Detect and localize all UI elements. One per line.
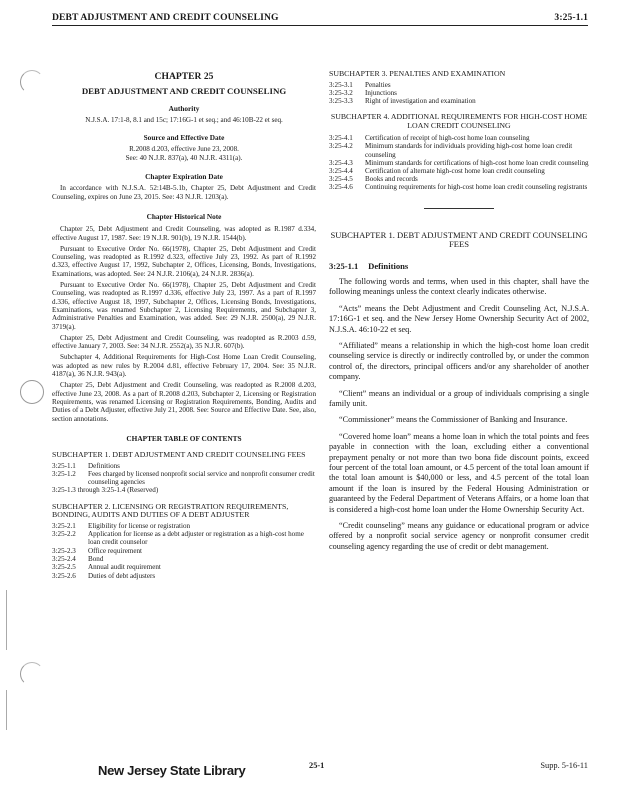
definition-paragraph: The following words and terms, when used in this chapter, shall have the following meanings unless the context clearly indicates otherwise.	[329, 276, 589, 297]
toc-entry-number: 3:25-3.2	[329, 88, 353, 97]
expiration-text: In accordance with N.J.S.A. 52:14B-5.1b, Chapter 25, Debt Adjustment and Credit Counseling, expires on June 23, 2015. See: 43 N.J.R. 1203(a).	[52, 184, 316, 201]
section-title: Definitions	[368, 260, 409, 271]
source-line-1: R.2008 d.203, effective June 23, 2008.	[129, 145, 239, 154]
library-stamp: New Jersey State Library	[98, 763, 246, 778]
authority-text: N.J.S.A. 17:1-8, 8.1 and 15c; 17:16G-1 et seq.; and 46:10B-22 et seq.	[85, 115, 283, 124]
definition-paragraph: “Affiliated” means a relationship in which the high-cost home loan credit counseling service is directly or indirectly controlled by, or under the common control of, the directors, principal officers and/or any shareholder of another company.	[329, 340, 589, 382]
toc-subchapter-3-list	[329, 81, 589, 106]
definition-paragraph: “Acts” means the Debt Adjustment and Credit Counseling Act, N.J.S.A. 17:16G-1 et seq. and the New Jersey Home Ownership Security Act of 2002, N.J.S.A. 46:10-22 et seq.	[329, 303, 589, 334]
header-title: DEBT ADJUSTMENT AND CREDIT COUNSELING	[52, 12, 279, 23]
toc-entry-title: Duties of debt adjusters	[88, 571, 156, 580]
toc-entry[interactable]	[329, 183, 589, 191]
header-section-number: 3:25-1.1	[554, 12, 588, 23]
toc-subchapter-3-heading: SUBCHAPTER 3. PENALTIES AND EXAMINATION	[329, 69, 506, 78]
binder-hole-mark	[20, 380, 44, 404]
scan-edge-mark	[6, 590, 7, 650]
toc-entry[interactable]	[52, 486, 316, 494]
toc-entry-title: Annual audit requirement	[88, 563, 161, 572]
toc-entry[interactable]	[52, 530, 316, 547]
toc-entry-number: 3:25-2.4	[52, 554, 76, 563]
source-label: Source and Effective Date	[143, 133, 225, 143]
history-paragraph: Subchapter 4, Additional Requirements for High-Cost Home Loan Credit Counseling, was adopted as new rules by R.2004 d.81, effective February 17, 2004. See: 35 N.J.R. 4187(a), 36 N.J.R. 943(a).	[52, 353, 316, 379]
toc-entry-number: 3:25-1.2	[52, 469, 76, 478]
source-line-2: See: 40 N.J.R. 837(a), 40 N.J.R. 4311(a).	[125, 153, 243, 162]
toc-entry-title: Office requirement	[88, 546, 143, 555]
history-paragraph: Chapter 25, Debt Adjustment and Credit Counseling, was readopted as R.2003 d.59, effective January 7, 2003. See: 34 N.J.R. 2552(a), 35 N.J.R. 607(b).	[52, 333, 316, 351]
definition-paragraph: “Covered home loan” means a home loan in which the total points and fees payable in connection with the loan, excluding either a conventional prepayment penalty or not more than two bona fide discount points, exceed four percent of the total loan amount, or 4.5 percent of the total loan amount if the total loan amount is $40,000 or less, and 4.5 percent of the total loan amount if the loan is insured by the Federal Housing Administration or guaranteed by the Federal Department of Veterans Affairs, or a home loan that is considered a high-cost home loan under the Home Ownership Security Act.	[329, 431, 589, 514]
toc-entry-title: Eligibility for license or registration	[88, 521, 191, 530]
history-paragraph: Pursuant to Executive Order No. 66(1978), Chapter 25, Debt Adjustment and Credit Counseling, was readopted as R.1992 d.323, effective July 23, 1992. As part of R.1992 d.323, effective August 17, 1992, Subchapter 2, Offices, Licensing, Bonds, Investigations, Examinations, was adopted. See: 24 N.J.R. 2106(a), 24 N.J.R. 2836(a).	[52, 244, 316, 278]
definition-paragraph: “Credit counseling” means any guidance or educational program or advice offered by a nonprofit social service agency or nonprofit consumer credit counseling agency regarding the use of credit or debt management.	[329, 521, 589, 551]
toc-entry[interactable]	[52, 547, 316, 555]
toc-entry[interactable]	[52, 572, 316, 580]
toc-entry[interactable]	[52, 563, 316, 571]
toc-entry-number: 3:25-2.1	[52, 521, 76, 530]
toc-entry-title: Certification of receipt of high-cost home loan counseling	[365, 134, 530, 143]
section-number: 3:25-1.1	[329, 260, 359, 271]
binder-hole-mark	[20, 70, 44, 94]
toc-entry-title: Penalties	[365, 80, 391, 89]
history-paragraph: Chapter 25, Debt Adjustment and Credit Counseling, was adopted as R.1987 d.334, effective August 17, 1987. See: 19 N.J.R. 901(b), 19 N.J.R. 1544(b).	[52, 225, 316, 242]
running-header	[52, 8, 588, 26]
page-footer	[0, 758, 618, 798]
toc-entry-number: 3:25-2.5	[52, 563, 76, 572]
section-heading	[329, 262, 589, 271]
chapter-number: CHAPTER 25	[154, 71, 214, 82]
toc-entry-title: Application for license as a debt adjuster or registration as a high-cost home loan credit counselor	[88, 530, 304, 547]
history-paragraph: Pursuant to Executive Order No. 66(1978), Chapter 25, Debt Adjustment and Credit Counseling, was readopted as R.1997 d.336, effective July 23, 1997. As a part of R.1997 d.336, effective August 18, 1997, Subchapter 2, Offices, Licensing Bonds, Investigations, Examinations, was renamed Subchapter 2, Licensing Requirements, and Subchapter 3, Administrative Penalties and Examination, was added. See: 29 N.J.R. 2500(a), 29 N.J.R. 3719(a).	[52, 281, 316, 331]
page-number: 25-1	[309, 761, 325, 770]
toc-entry-number: 3:25-2.2	[52, 530, 76, 539]
definition-paragraph: “Client” means an individual or a group of individuals comprising a single family unit.	[329, 388, 589, 408]
toc-entry-title: Books and records	[365, 175, 418, 184]
toc-label: CHAPTER TABLE OF CONTENTS	[126, 433, 242, 443]
toc-entry[interactable]	[52, 462, 316, 470]
left-column	[52, 30, 316, 580]
toc-entry[interactable]	[329, 89, 589, 97]
toc-subchapter-2-heading: SUBCHAPTER 2. LICENSING OR REGISTRATION REQUIREMENTS, BONDING, AUDITS AND DUTIES OF A DEBT ADJUSTER	[52, 501, 289, 520]
toc-entry[interactable]	[329, 167, 589, 175]
toc-subchapter-4-heading: SUBCHAPTER 4. ADDITIONAL REQUIREMENTS FOR HIGH-COST HOME LOAN CREDIT COUNSELING	[330, 112, 588, 130]
toc-subchapter-4-list	[329, 134, 589, 191]
toc-entry-title: Minimum standards for certifications of high-cost home loan credit counseling	[365, 158, 589, 167]
toc-entry[interactable]	[329, 159, 589, 167]
toc-entry[interactable]	[52, 470, 316, 487]
toc-entry-number: 3:25-4.6	[329, 183, 353, 192]
toc-entry[interactable]	[52, 522, 316, 530]
history-label: Chapter Historical Note	[146, 211, 222, 221]
toc-subchapter-2-list	[52, 522, 316, 580]
toc-entry-number: 3:25-3.3	[329, 96, 353, 105]
toc-entry[interactable]	[329, 175, 589, 183]
toc-entry-number: 3:25-4.3	[329, 158, 353, 167]
chapter-title: DEBT ADJUSTMENT AND CREDIT COUNSELING	[81, 86, 287, 97]
definition-paragraph: “Commissioner” means the Commissioner of Banking and Insurance.	[339, 415, 568, 425]
toc-entry[interactable]	[329, 81, 589, 89]
toc-entry[interactable]	[329, 142, 589, 158]
section-divider	[424, 208, 494, 209]
toc-entry-title: Bond	[88, 554, 104, 563]
toc-entry-number: 3:25-4.1	[329, 134, 353, 143]
toc-entry-number: 3:25-1.1	[52, 461, 76, 470]
toc-entry-title: Definitions	[88, 461, 120, 470]
expiration-label: Chapter Expiration Date	[145, 172, 223, 182]
toc-entry-number: 3:25-4.4	[329, 166, 353, 175]
toc-subchapter-1-list	[52, 462, 316, 495]
toc-entry[interactable]	[52, 555, 316, 563]
supplement-date: Supp. 5-16-11	[540, 761, 588, 770]
authority-label: Authority	[168, 103, 200, 113]
subchapter-1-heading: SUBCHAPTER 1. DEBT ADJUSTMENT AND CREDIT COUNSELING FEES	[330, 229, 588, 250]
toc-entry-title: Fees charged by licensed nonprofit social service and nonprofit consumer credit counseling agencies	[88, 469, 315, 487]
binder-hole-mark	[20, 662, 44, 686]
toc-entry-title: Injunctions	[365, 88, 397, 97]
history-paragraph: Chapter 25, Debt Adjustment and Credit Counseling, was readopted as R.2008 d.203, effective June 23, 2008. As a part of R.2008 d.203, Subchapter 2, Licensing or Registration Requirements, was renamed Licensing or Registration Requirements, Bonding, Audits and Duties of a Debt Adjuster, effective July 21, 2008. See: Source and Effective Date. See, also, section annotations.	[52, 381, 316, 423]
toc-subchapter-1-heading: SUBCHAPTER 1. DEBT ADJUSTMENT AND CREDIT COUNSELING FEES	[52, 450, 306, 460]
toc-entry-title: Minimum standards for individuals providing high-cost home loan credit counseling	[365, 142, 573, 159]
right-column	[329, 30, 589, 552]
toc-entry-number: 3:25-4.5	[329, 175, 353, 184]
toc-entry-title: Continuing requirements for high-cost home loan credit counseling registrants	[365, 183, 588, 192]
toc-entry-title: Certification of alternate high-cost home loan credit counseling	[365, 166, 545, 175]
scan-edge-mark	[6, 690, 7, 730]
toc-entry-number: 3:25-4.2	[329, 142, 353, 151]
toc-entry-number: 3:25-3.1	[329, 80, 353, 89]
toc-entry[interactable]	[329, 134, 589, 142]
toc-entry[interactable]	[329, 97, 589, 105]
header-rule	[52, 25, 588, 26]
toc-entry-number: 3:25-2.6	[52, 571, 76, 580]
toc-entry-title: 3:25-1.3 through 3:25-1.4 (Reserved)	[52, 486, 159, 495]
toc-entry-number: 3:25-2.3	[52, 546, 76, 555]
toc-entry-title: Right of investigation and examination	[365, 96, 476, 105]
